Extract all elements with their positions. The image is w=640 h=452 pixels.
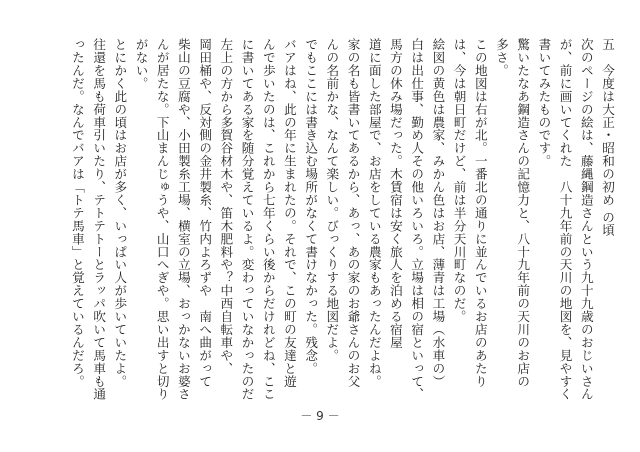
text-column: がない。 [133, 38, 149, 90]
text-column: ったんだ。なんでバアは「トテ馬車」と覚えているんだろ。 [69, 38, 85, 388]
text-column: は、今は朝日町だけど、前は半分天川町なのだ。 [451, 38, 467, 323]
section-heading: 五 今度は大正・昭和の初め の頃 [600, 38, 615, 237]
text-column: 往還を馬も荷車引いたり、テトテトーとラッパ吹いて馬車も通 [91, 38, 107, 401]
text-column: 馬方の休み場だった。木賃宿は安く旅人を泊める宿屋 [387, 38, 403, 349]
text-column: この地図は右が北。一番北の通りに並んでいるお店のあたり [472, 38, 488, 388]
text-column: に書いてある家を随分覚えているよ。変わっていなかったのだ [239, 38, 255, 401]
text-column: 左上の方から多賀谷材木や、笛木肥料や？中西自転車や、 [218, 38, 234, 375]
text-column: 書いてみたものです。 [536, 38, 552, 168]
text-column: 道に面した部屋で、お店をしている農家もあったんだよね。 [366, 38, 382, 388]
vertical-text-body [67, 38, 618, 418]
text-column: んの名前かな、なんて楽しい。びっくりする地図だよ。 [324, 38, 340, 362]
text-column: 岡田桶や、反対側の金井製糸、竹内よろずや 南へ曲がって [197, 38, 213, 388]
text-column: んで歩いたのは、これから七年くらい後からだけれどね、ここ [260, 38, 276, 401]
text-column: が、前に画いてくれた 八十九年前の天川の地図を、見やすく [557, 38, 573, 401]
text-column: 次のページの絵は、藤縄鋼造さんという九十九歳のおじいさん [578, 38, 594, 401]
text-column: 柴山の豆腐や、小田製糸工場、横室の立場、おっかないお婆さ [175, 38, 191, 401]
text-column: とにかく此の頃はお店が多く、いっぱい人が歩いていたよ。 [112, 38, 128, 388]
page-number: － 9 － [300, 409, 340, 423]
text-column: 絵図の黄色は農家、みかん色はお店、薄青は工場（水車の） [430, 38, 446, 388]
text-column: 驚いたなあ鋼造さんの記憶力と、八十九年前の天川のお店の [515, 38, 531, 388]
text-column: 家の名も皆書いてあるから、あっ、あの家のお爺さんのお父 [345, 38, 361, 388]
text-column: バアはね、此の年に生まれたの。それで、この町の友達と遊 [281, 38, 297, 388]
text-column: でもここには書き込む場所がなくて書けなかった。残念。 [303, 38, 319, 375]
text-column: 白は出仕事、勤め人その他いろいろ。立場は相の宿といって、 [409, 38, 425, 401]
text-column: んが居たな。下山まんじゅうや、山口へぎや。思い出すと切り [154, 38, 170, 401]
text-column: 多さ。 [493, 38, 509, 77]
